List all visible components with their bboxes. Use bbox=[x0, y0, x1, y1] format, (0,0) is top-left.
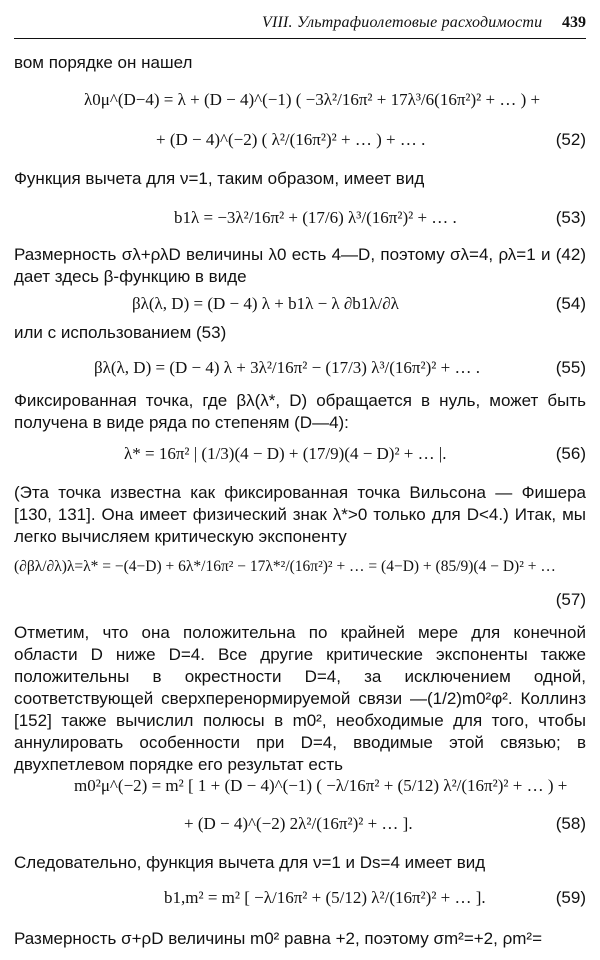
equation-52-line2: + (D − 4)^(−2) ( λ²/(16π²)² + … ) + … . bbox=[156, 130, 426, 149]
equation-58 bbox=[14, 768, 586, 846]
equation-number-53: (53) bbox=[555, 208, 586, 227]
equation-52 bbox=[14, 82, 586, 162]
equation-53: b1λ = −3λ²/16π² + (17/6) λ³/(16π²)² + … . (53) bbox=[174, 208, 586, 227]
equation-59: b1,m² = m² [ −λ/16π² + (5/12) λ²/(16π²)² + … ]. (59) bbox=[164, 888, 586, 907]
equation-number-52: (52) bbox=[555, 130, 586, 149]
paragraph-5: Фиксированная точка, где βλ(λ*, D) обращается в нуль, может быть получена в виде ряда по степеням (D—4): bbox=[14, 391, 586, 432]
paragraph-7: Отметим, что она положительна по крайней мере для конечной области D ниже D=4. Все другие критические экспоненты также положительны в окрестности D=4, за исключением одной, соответствующей сверхперенормируемой связи —(1/2)m0²φ². Коллинз [152] также вычислил полюсы в m0², необходимые для того, чтобы аннулировать особенности при D=4, вводимые этой связью; в двухпетлевом порядке его результат есть bbox=[14, 623, 586, 774]
equation-number-56: (56) bbox=[555, 444, 586, 463]
equation-58-line1: m0²μ^(−2) = m² [ 1 + (D − 4)^(−1) ( −λ/16π² + (5/12) λ²/(16π²)² + … ) + bbox=[74, 776, 568, 795]
equation-number-59: (59) bbox=[555, 888, 586, 907]
paragraph-9: Размерность σ+ρD величины m0² равна +2, поэтому σm²=+2, ρm²= bbox=[14, 929, 542, 948]
equation-54: βλ(λ, D) = (D − 4) λ + b1λ − λ ∂b1λ/∂λ (54) bbox=[132, 294, 586, 313]
paragraph-2: Функция вычета для ν=1, таким образом, имеет вид bbox=[14, 169, 425, 188]
equation-number-58: (58) bbox=[555, 814, 586, 833]
equation-number-55: (55) bbox=[555, 358, 586, 377]
paragraph-4: или с использованием (53) bbox=[14, 323, 227, 342]
paragraph-1: вом порядке он нашел bbox=[14, 53, 193, 72]
paragraph-6: (Эта точка известна как фиксированная точка Вильсона — Фишера [130, 131]. Она имеет физический знак λ*>0 только для D<4.) Итак, мы легко вычисляем критическую экспоненту bbox=[14, 483, 586, 546]
page-number: 439 bbox=[562, 14, 586, 31]
chapter-title: VIII. Ультрафиолетовые расходимости bbox=[262, 14, 543, 31]
paragraph-3: Размерность σλ+ρλD величины λ0 есть 4—D, поэтому σλ=4, ρλ=1 и (42) дает здесь β-функцию в виде bbox=[14, 245, 586, 286]
equation-55: βλ(λ, D) = (D − 4) λ + 3λ²/16π² − (17/3) λ³/(16π²)² + … . (55) bbox=[94, 358, 586, 377]
header-rule bbox=[14, 38, 586, 39]
equation-number-54: (54) bbox=[555, 294, 586, 313]
equation-number-57: (57) bbox=[555, 590, 586, 609]
running-header bbox=[0, 6, 600, 34]
paragraph-8: Следовательно, функция вычета для ν=1 и Ds=4 имеет вид bbox=[14, 853, 486, 872]
equation-52-line1: λ0μ^(D−4) = λ + (D − 4)^(−1) ( −3λ²/16π² + 17λ³/6(16π²)² + … ) + bbox=[84, 90, 541, 109]
equation-56: λ* = 16π² | (1/3)(4 − D) + (17/9)(4 − D)² + … |. (56) bbox=[124, 444, 586, 463]
equation-57: (∂βλ/∂λ)λ=λ* = −(4−D) + 6λ*/16π² − 17λ*²/(16π²)² + … = (4−D) + (85/9)(4 − D)² + … (57) bbox=[14, 558, 586, 609]
equation-58-line2: + (D − 4)^(−2) 2λ²/(16π²)² + … ]. bbox=[184, 814, 413, 833]
